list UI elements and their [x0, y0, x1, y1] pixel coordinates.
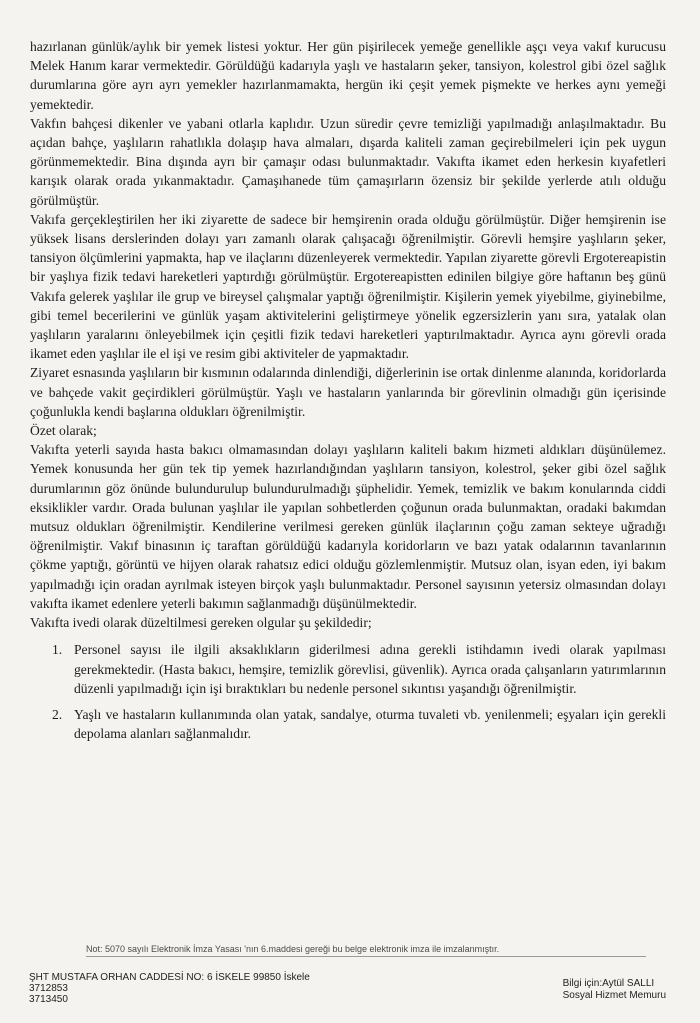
- e-signature-note: Not: 5070 sayılı Elektronik İmza Yasası 'nın 6.maddesi gereği bu belge elektronik imza ile imzalanmıştır.: [86, 944, 646, 957]
- paragraph-urgent-items-intro: Vakıfta ivedi olarak düzeltilmesi gereken olgular şu şekildedir;: [30, 615, 372, 631]
- paragraph-meal-list: hazırlanan günlük/aylık bir yemek listesi yoktur. Her gün pişirilecek yemeğe genellikle aşçı veya vakıf kurucusu Melek Hanım karar vermektedir. Görüldüğü kadarıyla yaşlı ve hastaların şeker, tansiyon, kolestrol gibi özel sağlık durumlarına göre ayrı ayrı yemekler hazırlanmamakta, hergün iki çeşit yemek pişmekte ve herkes aynı yemeği yemektedir.: [30, 39, 666, 112]
- summary-heading: Özet olarak;: [30, 423, 97, 439]
- phone-number: 3712853: [29, 983, 68, 994]
- list-item-number: 1.: [52, 642, 63, 658]
- footer-address-block: [29, 972, 449, 1005]
- list-item-text: Yaşlı ve hastaların kullanımında olan yatak, sandalye, oturma tuvaleti vb. yenilenmeli; eşyaları için gerekli depolama alanları sağlanmalıdır.: [74, 706, 666, 742]
- address-line: ŞHT MUSTAFA ORHAN CADDESİ NO: 6 İSKELE 99850 İskele: [29, 972, 310, 983]
- urgent-items-list: [30, 640, 666, 743]
- paragraph-summary: Vakıfta yeterli sayıda hasta bakıcı olmamasından dolayı yaşlıların kaliteli bakım hizmeti aldıkları düşünülemez. Yemek konusunda her gün tek tip yemek hazırlandığından yaşlıların tansiyon, kolestrol, şeker gibi özel sağlık durumlarının göz önünde bulundurulup bulundurulmadığı şüphelidir. Yemek, temizlik ve bakım konularında ciddi eksiklikler vardır. Orada bulunan yaşlılar ile yapılan sohbetlerden çoğunun orada bulunmaktan, oradaki bakımdan mutsuz oldukları öğrenilmiştir. Kendilerine verilmesi gereken günlük ilaçlarının çoğu zaman sekteye uğradığı öğrenilmiştir. Vakıf binasının iç taraftan görüldüğü kadarıyla koridorların ve bazı yatak odalarının tavanlarının çökme yaptığı, görüntü ve hijyen olarak rahatsız edici olduğu gözlemlenmiştir. Mutsuz olan, isyan eden, iyi bakım yapılmadığı için oradan ayrılmak isteyen birçok yaşlı bulunmaktadır. Personel sayısının yetersiz olmasından dolayı vakıfta ikamet edenlere yeterli bakımın sağlanmadığı düşünülmektedir.: [30, 442, 666, 611]
- list-item: [30, 640, 666, 698]
- contact-title: Sosyal Hizmet Memuru: [562, 990, 666, 1001]
- phone-number: 3713450: [29, 994, 68, 1005]
- list-item: [30, 705, 666, 743]
- paragraph-nurse-ergotherapist: Vakıfa gerçekleştirilen her iki ziyarette de sadece bir hemşirenin orada olduğu görülmüştür. Diğer hemşirenin ise yüksek lisans derslerinden dolayı yarı zamanlı olarak çalışacağı öğrenilmiştir. Görevli hemşire yaşlıların şeker, tansiyon ölçümlerini yapmakta, hap ve ilaçlarını düzenleyerek vermektedir. Yapılan ziyarette görevli Ergotereapistin bir yaşlıya fizik tedavi hareketleri yaptırdığı görülmüştür. Ergotereapistten edinilen bilgiye göre haftanın beş günü Vakıfa gelerek yaşlılar ile grup ve bireysel çalışmalar yaptığı öğrenilmiştir. Kişilerin yemek yiyebilme, giyinebilme, gibi temel becerilerini ve günlük yaşam aktivitelerini geliştirmeye yönelik egzersizlerin yanı sıra, yatalak olan yaşlıların yaralarını önleyebilmek için çeşitli fizik tedavi hareketleri yaptırılmaktadır. Ayrıca aynı görevli orada ikamet eden yaşlılar ile el işi ve resim gibi aktiviteler de yapmaktadır.: [30, 211, 666, 362]
- contact-info-line: Bilgi için:Aytül SALLI: [562, 978, 655, 989]
- footer-contact-block: [563, 978, 666, 1002]
- list-item-text: Personel sayısı ile ilgili aksaklıkların giderilmesi adına gerekli istihdamın ivedi olarak yapılması gerekmektedir. (Hasta bakıcı, hemşire, temizlik görevlisi, güvenlik). Ayrıca orada çalışanların yatırımlarının düzenli yapılmadığı için işi bıraktıkları bu nedenle personel sıkıntısı yaşandığı öğrenilmiştir.: [74, 642, 666, 696]
- document-body: [30, 37, 666, 750]
- list-item-number: 2.: [52, 706, 63, 722]
- paragraph-garden-laundry: Vakfın bahçesi dikenler ve yabani otlarla kaplıdır. Uzun süredir çevre temizliği yapılmadığı anlaşılmaktadır. Bu açıdan bahçe, yaşlıların rahatlıkla dolaşıp hava almaları, dışarda kaliteli zaman geçirebilmeleri için pek uygun görünmemektedir. Bina dışında ayrı bir çamaşır odası bulunmaktadır. Vakıfta ikamet eden herkesin kıyafetleri karışık olarak orada yıkanmaktadır. Çamaşıhanede tüm çamaşırların özensiz bir şekilde yerlerde atılı olduğu görülmüştür.: [30, 115, 666, 208]
- paragraph-visit-observation: Ziyaret esnasında yaşlıların bir kısmının odalarında dinlendiği, diğerlerinin ise ortak dinlenme alanında, koridorlarda ve bahçede vakit geçirdikleri görülmüştür. Yaşlı ve hastaların yanlarında bir görevlinin olmadığı gün içerisinde çoğunlukla kendi başlarına oldukları öğrenilmiştir.: [30, 365, 666, 419]
